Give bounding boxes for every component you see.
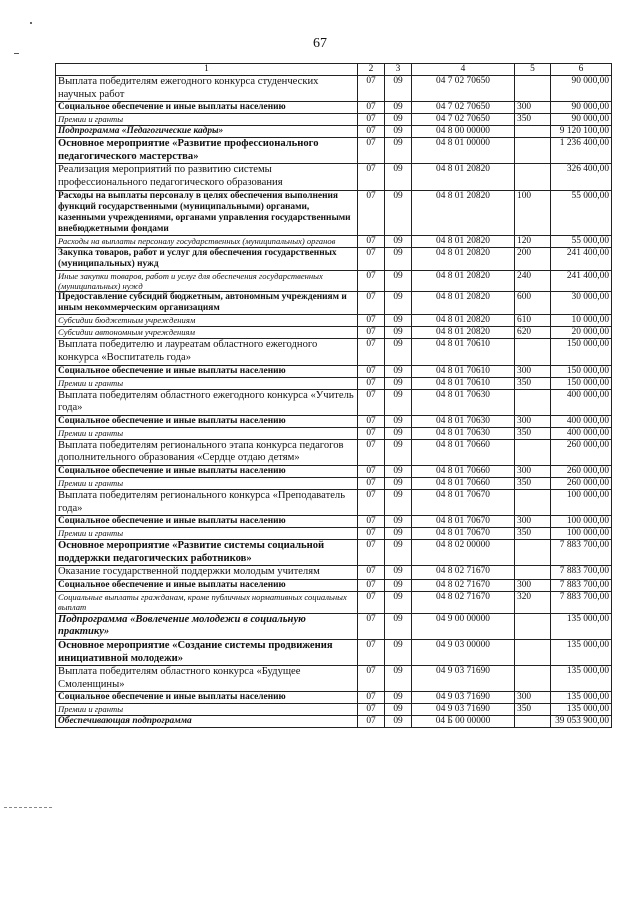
amount-cell: 150 000,00: [551, 339, 612, 365]
description-cell: Премии и гранты: [56, 528, 358, 540]
section-code-cell: 07: [358, 716, 385, 728]
expense-type-cell: [515, 76, 551, 102]
amount-cell: 55 000,00: [551, 190, 612, 235]
target-article-cell: 04 8 02 00000: [412, 540, 515, 566]
section-code-cell: 07: [358, 76, 385, 102]
section-code-cell: 07: [358, 270, 385, 292]
target-article-cell: 04 8 01 70670: [412, 489, 515, 515]
expense-type-cell: [515, 164, 551, 190]
subsection-code-cell: 09: [385, 716, 412, 728]
section-code-cell: 07: [358, 292, 385, 315]
description-cell: Выплата победителям регионального этапа конкурса педагогов дополнительного образования «Сердце отдаю детям»: [56, 439, 358, 465]
table-row: [56, 138, 612, 164]
section-code-cell: 07: [358, 190, 385, 235]
expense-type-cell: [515, 666, 551, 692]
subsection-code-cell: 09: [385, 270, 412, 292]
target-article-cell: 04 8 01 20820: [412, 270, 515, 292]
target-article-cell: 04 8 01 70630: [412, 389, 515, 415]
section-code-cell: 07: [358, 114, 385, 126]
description-cell: Социальное обеспечение и иные выплаты населению: [56, 692, 358, 704]
target-article-cell: 04 8 01 70630: [412, 427, 515, 439]
amount-cell: 20 000,00: [551, 327, 612, 339]
amount-cell: 100 000,00: [551, 528, 612, 540]
target-article-cell: 04 8 01 00000: [412, 138, 515, 164]
subsection-code-cell: 09: [385, 315, 412, 327]
description-cell: Основное мероприятие «Развитие профессионального педагогического мастерства»: [56, 138, 358, 164]
amount-cell: 7 883 700,00: [551, 566, 612, 580]
description-cell: Социальные выплаты гражданам, кроме публичных нормативных социальных выплат: [56, 591, 358, 613]
amount-cell: 241 400,00: [551, 247, 612, 270]
amount-cell: 90 000,00: [551, 76, 612, 102]
subsection-code-cell: 09: [385, 528, 412, 540]
expense-type-cell: [515, 489, 551, 515]
description-cell: Социальное обеспечение и иные выплаты населению: [56, 516, 358, 528]
expense-type-cell: [515, 389, 551, 415]
expense-type-cell: [515, 439, 551, 465]
subsection-code-cell: 09: [385, 292, 412, 315]
description-cell: Выплата победителям ежегодного конкурса студенческих научных работ: [56, 76, 358, 102]
expense-type-cell: 350: [515, 477, 551, 489]
description-cell: Премии и гранты: [56, 114, 358, 126]
expense-type-cell: 300: [515, 102, 551, 114]
section-code-cell: 07: [358, 102, 385, 114]
section-code-cell: 07: [358, 138, 385, 164]
table-row: [56, 666, 612, 692]
description-cell: Расходы на выплаты персоналу государственных (муниципальных) органов: [56, 235, 358, 247]
table-row: [56, 427, 612, 439]
expense-type-cell: 300: [515, 415, 551, 427]
expense-type-cell: [515, 613, 551, 639]
target-article-cell: 04 9 03 71690: [412, 704, 515, 716]
expense-type-cell: [515, 716, 551, 728]
page-number: 67: [313, 36, 327, 51]
description-cell: Подпрограмма «Педагогические кадры»: [56, 126, 358, 138]
subsection-code-cell: 09: [385, 613, 412, 639]
expense-type-cell: 120: [515, 235, 551, 247]
target-article-cell: 04 8 02 71670: [412, 579, 515, 591]
subsection-code-cell: 09: [385, 516, 412, 528]
subsection-code-cell: 09: [385, 666, 412, 692]
header-cell: 1: [56, 64, 358, 76]
amount-cell: 150 000,00: [551, 377, 612, 389]
table-row: [56, 528, 612, 540]
target-article-cell: 04 8 01 70670: [412, 528, 515, 540]
table-row: [56, 639, 612, 665]
table-row: [56, 190, 612, 235]
section-code-cell: 07: [358, 415, 385, 427]
target-article-cell: 04 7 02 70650: [412, 114, 515, 126]
target-article-cell: 04 8 02 71670: [412, 591, 515, 613]
expense-type-cell: [515, 126, 551, 138]
section-code-cell: 07: [358, 666, 385, 692]
table-row: [56, 704, 612, 716]
subsection-code-cell: 09: [385, 639, 412, 665]
target-article-cell: 04 7 02 70650: [412, 76, 515, 102]
scan-dash: [14, 53, 19, 54]
section-code-cell: 07: [358, 579, 385, 591]
expense-type-cell: 300: [515, 465, 551, 477]
expense-type-cell: 100: [515, 190, 551, 235]
header-cell: 5: [515, 64, 551, 76]
table-row: [56, 377, 612, 389]
header-cell: 4: [412, 64, 515, 76]
table-row: [56, 315, 612, 327]
table-row: [56, 389, 612, 415]
amount-cell: 135 000,00: [551, 639, 612, 665]
expense-type-cell: [515, 566, 551, 580]
table-row: [56, 540, 612, 566]
header-cell: 3: [385, 64, 412, 76]
description-cell: Основное мероприятие «Развитие системы социальной поддержки педагогических работников»: [56, 540, 358, 566]
section-code-cell: 07: [358, 477, 385, 489]
table-row: [56, 465, 612, 477]
description-cell: Премии и гранты: [56, 427, 358, 439]
target-article-cell: 04 8 01 20820: [412, 190, 515, 235]
expense-type-cell: [515, 540, 551, 566]
expense-type-cell: 320: [515, 591, 551, 613]
target-article-cell: 04 8 00 00000: [412, 126, 515, 138]
description-cell: Субсидии бюджетным учреждениям: [56, 315, 358, 327]
subsection-code-cell: 09: [385, 76, 412, 102]
subsection-code-cell: 09: [385, 365, 412, 377]
section-code-cell: 07: [358, 591, 385, 613]
subsection-code-cell: 09: [385, 138, 412, 164]
subsection-code-cell: 09: [385, 415, 412, 427]
target-article-cell: 04 8 01 20820: [412, 235, 515, 247]
expense-type-cell: 350: [515, 377, 551, 389]
subsection-code-cell: 09: [385, 190, 412, 235]
expense-type-cell: [515, 639, 551, 665]
table-row: [56, 327, 612, 339]
section-code-cell: 07: [358, 516, 385, 528]
section-code-cell: 07: [358, 126, 385, 138]
subsection-code-cell: 09: [385, 247, 412, 270]
table-row: [56, 235, 612, 247]
amount-cell: 90 000,00: [551, 102, 612, 114]
section-code-cell: 07: [358, 377, 385, 389]
scan-dot: [30, 22, 32, 24]
section-code-cell: 07: [358, 489, 385, 515]
target-article-cell: 04 8 01 70610: [412, 365, 515, 377]
description-cell: Выплата победителям областного конкурса «Будущее Смоленщины»: [56, 666, 358, 692]
table-row: [56, 716, 612, 728]
header-cell: 2: [358, 64, 385, 76]
expense-type-cell: 350: [515, 528, 551, 540]
section-code-cell: 07: [358, 339, 385, 365]
description-cell: Социальное обеспечение и иные выплаты населению: [56, 102, 358, 114]
amount-cell: 135 000,00: [551, 613, 612, 639]
amount-cell: 100 000,00: [551, 489, 612, 515]
target-article-cell: 04 8 01 70660: [412, 477, 515, 489]
expense-type-cell: 610: [515, 315, 551, 327]
subsection-code-cell: 09: [385, 339, 412, 365]
amount-cell: 241 400,00: [551, 270, 612, 292]
table-row: [56, 477, 612, 489]
amount-cell: 10 000,00: [551, 315, 612, 327]
table-row: [56, 489, 612, 515]
expense-type-cell: 300: [515, 579, 551, 591]
table-row: [56, 339, 612, 365]
amount-cell: 260 000,00: [551, 465, 612, 477]
section-code-cell: 07: [358, 639, 385, 665]
subsection-code-cell: 09: [385, 164, 412, 190]
section-code-cell: 07: [358, 427, 385, 439]
subsection-code-cell: 09: [385, 489, 412, 515]
amount-cell: 9 120 100,00: [551, 126, 612, 138]
table-row: [56, 270, 612, 292]
subsection-code-cell: 09: [385, 235, 412, 247]
target-article-cell: 04 9 00 00000: [412, 613, 515, 639]
subsection-code-cell: 09: [385, 579, 412, 591]
description-cell: Предоставление субсидий бюджетным, автономным учреждениям и иным некоммерческим организациям: [56, 292, 358, 315]
target-article-cell: 04 9 03 00000: [412, 639, 515, 665]
table-row: [56, 247, 612, 270]
expense-type-cell: 200: [515, 247, 551, 270]
table-row: [56, 613, 612, 639]
amount-cell: 55 000,00: [551, 235, 612, 247]
section-code-cell: 07: [358, 164, 385, 190]
target-article-cell: 04 8 01 70610: [412, 377, 515, 389]
amount-cell: 39 053 900,00: [551, 716, 612, 728]
amount-cell: 260 000,00: [551, 439, 612, 465]
table-row: [56, 102, 612, 114]
description-cell: Выплата победителю и лауреатам областного ежегодного конкурса «Воспитатель года»: [56, 339, 358, 365]
expense-type-cell: 300: [515, 365, 551, 377]
description-cell: Премии и гранты: [56, 377, 358, 389]
amount-cell: 7 883 700,00: [551, 591, 612, 613]
subsection-code-cell: 09: [385, 327, 412, 339]
subsection-code-cell: 09: [385, 126, 412, 138]
description-cell: Социальное обеспечение и иные выплаты населению: [56, 579, 358, 591]
description-cell: Иные закупки товаров, работ и услуг для обеспечения государственных (муниципальных) нужд: [56, 270, 358, 292]
target-article-cell: 04 Б 00 00000: [412, 716, 515, 728]
description-cell: Премии и гранты: [56, 704, 358, 716]
amount-cell: 260 000,00: [551, 477, 612, 489]
expense-type-cell: 350: [515, 427, 551, 439]
expense-type-cell: 300: [515, 692, 551, 704]
expense-type-cell: 350: [515, 704, 551, 716]
section-code-cell: 07: [358, 439, 385, 465]
target-article-cell: 04 7 02 70650: [412, 102, 515, 114]
description-cell: Выплата победителям регионального конкурса «Преподаватель года»: [56, 489, 358, 515]
section-code-cell: 07: [358, 389, 385, 415]
subsection-code-cell: 09: [385, 439, 412, 465]
table-row: [56, 164, 612, 190]
amount-cell: 7 883 700,00: [551, 579, 612, 591]
target-article-cell: 04 8 01 20820: [412, 247, 515, 270]
expense-type-cell: 300: [515, 516, 551, 528]
table-row: [56, 114, 612, 126]
target-article-cell: 04 8 01 20820: [412, 292, 515, 315]
subsection-code-cell: 09: [385, 465, 412, 477]
target-article-cell: 04 8 01 70670: [412, 516, 515, 528]
target-article-cell: 04 8 01 70610: [412, 339, 515, 365]
amount-cell: 90 000,00: [551, 114, 612, 126]
expense-type-cell: [515, 339, 551, 365]
section-code-cell: 07: [358, 692, 385, 704]
subsection-code-cell: 09: [385, 427, 412, 439]
description-cell: Расходы на выплаты персоналу в целях обеспечения выполнения функций государственными (муниципальными) органами, казенными учреждениями, органами управления государственными внебюджетными фондами: [56, 190, 358, 235]
subsection-code-cell: 09: [385, 102, 412, 114]
section-code-cell: 07: [358, 465, 385, 477]
description-cell: Подпрограмма «Вовлечение молодежи в социальную практику»: [56, 613, 358, 639]
section-code-cell: 07: [358, 365, 385, 377]
table-row: [56, 126, 612, 138]
amount-cell: 400 000,00: [551, 389, 612, 415]
table-row: [56, 591, 612, 613]
target-article-cell: 04 8 01 70660: [412, 465, 515, 477]
description-cell: Субсидии автономным учреждениям: [56, 327, 358, 339]
subsection-code-cell: 09: [385, 692, 412, 704]
amount-cell: 7 883 700,00: [551, 540, 612, 566]
description-cell: Социальное обеспечение и иные выплаты населению: [56, 365, 358, 377]
table-row: [56, 516, 612, 528]
description-cell: Закупка товаров, работ и услуг для обеспечения государственных (муниципальных) нужд: [56, 247, 358, 270]
table-row: [56, 439, 612, 465]
subsection-code-cell: 09: [385, 377, 412, 389]
description-cell: Оказание государственной поддержки молодым учителям: [56, 566, 358, 580]
section-code-cell: 07: [358, 613, 385, 639]
table-row: [56, 292, 612, 315]
description-cell: Выплата победителям областного ежегодного конкурса «Учитель года»: [56, 389, 358, 415]
description-cell: Обеспечивающая подпрограмма: [56, 716, 358, 728]
subsection-code-cell: 09: [385, 566, 412, 580]
subsection-code-cell: 09: [385, 591, 412, 613]
amount-cell: 400 000,00: [551, 427, 612, 439]
amount-cell: 135 000,00: [551, 692, 612, 704]
target-article-cell: 04 9 03 71690: [412, 692, 515, 704]
amount-cell: 150 000,00: [551, 365, 612, 377]
amount-cell: 135 000,00: [551, 704, 612, 716]
section-code-cell: 07: [358, 315, 385, 327]
description-cell: Социальное обеспечение и иные выплаты населению: [56, 465, 358, 477]
description-cell: Реализация мероприятий по развитию системы профессионального педагогического образования: [56, 164, 358, 190]
amount-cell: 326 400,00: [551, 164, 612, 190]
table-row: [56, 579, 612, 591]
table-header-row: [56, 64, 612, 76]
target-article-cell: 04 8 02 71670: [412, 566, 515, 580]
section-code-cell: 07: [358, 247, 385, 270]
amount-cell: 30 000,00: [551, 292, 612, 315]
budget-table: [55, 63, 612, 728]
description-cell: Основное мероприятие «Создание системы продвижения инициативной молодежи»: [56, 639, 358, 665]
subsection-code-cell: 09: [385, 540, 412, 566]
amount-cell: 135 000,00: [551, 666, 612, 692]
description-cell: Премии и гранты: [56, 477, 358, 489]
table-row: [56, 692, 612, 704]
target-article-cell: 04 8 01 70660: [412, 439, 515, 465]
section-code-cell: 07: [358, 566, 385, 580]
amount-cell: 400 000,00: [551, 415, 612, 427]
expense-type-cell: 620: [515, 327, 551, 339]
section-code-cell: 07: [358, 528, 385, 540]
subsection-code-cell: 09: [385, 389, 412, 415]
table-row: [56, 76, 612, 102]
subsection-code-cell: 09: [385, 114, 412, 126]
target-article-cell: 04 8 01 20820: [412, 315, 515, 327]
amount-cell: 1 236 400,00: [551, 138, 612, 164]
header-cell: 6: [551, 64, 612, 76]
expense-type-cell: 600: [515, 292, 551, 315]
subsection-code-cell: 09: [385, 704, 412, 716]
expense-type-cell: 350: [515, 114, 551, 126]
subsection-code-cell: 09: [385, 477, 412, 489]
expense-type-cell: [515, 138, 551, 164]
section-code-cell: 07: [358, 704, 385, 716]
section-code-cell: 07: [358, 327, 385, 339]
target-article-cell: 04 8 01 20820: [412, 164, 515, 190]
table-row: [56, 566, 612, 580]
target-article-cell: 04 9 03 71690: [412, 666, 515, 692]
section-code-cell: 07: [358, 540, 385, 566]
scan-dash-line: [4, 807, 52, 808]
table-row: [56, 365, 612, 377]
target-article-cell: 04 8 01 20820: [412, 327, 515, 339]
target-article-cell: 04 8 01 70630: [412, 415, 515, 427]
amount-cell: 100 000,00: [551, 516, 612, 528]
section-code-cell: 07: [358, 235, 385, 247]
table-row: [56, 415, 612, 427]
description-cell: Социальное обеспечение и иные выплаты населению: [56, 415, 358, 427]
expense-type-cell: 240: [515, 270, 551, 292]
